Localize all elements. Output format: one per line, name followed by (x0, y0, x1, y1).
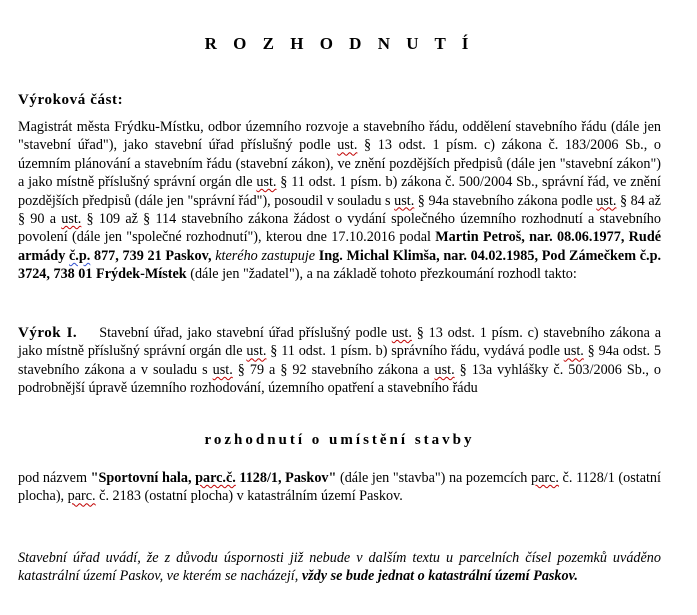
text-run: § 13 odst. 1 písm. c) stavebního zákona a jako místně příslušný správní orgán dle (18, 325, 661, 360)
text-run: § 109 až § 114 stavebního zákona žádost o vydání společného územního rozhodnutí a stavebního povolení (dále jen "společné rozhodnutí"), kterou dne 17.10.2016 podal (18, 211, 661, 246)
document-title: R O Z H O D N U T Í (204, 34, 475, 53)
spellcheck-word: ust. (391, 325, 412, 341)
text-run: Magistrát města Frýdku-Místku, odbor územního rozvoje a stavebního řádu, oddělení stavebního řádu (dále jen "stavební úřad"), jako stavební úřad příslušný podle (18, 119, 661, 154)
text-run: č. 2183 (ostatní plocha) v katastrálním území Paskov. (95, 488, 403, 505)
representative-name: Ing. Michal Klimša, nar. 04.02.1985, Pod Zámečkem č.p. 3724, 738 01 Frýdek-Místek (18, 247, 662, 283)
applicant-name: Martin Petroš, nar. 08.06.1977, Rudé armády (18, 229, 662, 264)
building-name-rest: 1128/1, Paskov" (235, 470, 337, 486)
text-run-italic: kterého zastupuje (211, 247, 319, 264)
spellcheck-word: ust. (212, 361, 233, 378)
spellcheck-word: ust. (394, 192, 415, 209)
section-heading: Výroková část: (18, 92, 124, 108)
building-name: "Sportovní hala, (90, 470, 196, 486)
text-run: č. 1128/1 (ostatní plocha), (18, 470, 661, 505)
text-run: § 79 a § 92 stavebního zákona a (232, 361, 435, 378)
spellcheck-word: ust. (61, 211, 82, 228)
spellcheck-word: ust. (256, 174, 277, 191)
applicant-address: 877, 739 21 Paskov, (90, 247, 212, 264)
text-run: pod názvem (18, 470, 91, 486)
spellcheck-word: parc. (67, 488, 96, 505)
spellcheck-word: ust. (563, 343, 584, 360)
text-run: (dále jen "stavba") na pozemcích (336, 470, 531, 486)
text-run: § 94a stavebního zákona podle (414, 192, 597, 209)
text-run: § 94a odst. 5 stavebního zákona a v souladu s (18, 343, 662, 378)
note-emphasis: vždy se bude jednat o katastrální území Paskov. (301, 568, 578, 585)
spellcheck-word: č.p. (69, 247, 91, 264)
text-run: Stavební úřad uvádí, že z důvodu úspornosti již nebude v dalším textu u parcelních čísel pozemků uváděno katastrální území Paskov, ve kterém se nacházejí, (18, 550, 661, 585)
decision-subtitle: rozhodnutí o umístění stavby (204, 432, 475, 448)
spellcheck-word: ust. (434, 361, 455, 378)
text-run: § 11 odst. 1 písm. b) správního řádu, vydává podle (266, 343, 564, 360)
spellcheck-word: parc. (530, 470, 559, 486)
text-run: § 13a vyhlášky č. 503/2006 Sb., o podrobnější úpravě územního rozhodování, územního opatření a stavebního řádu (18, 361, 662, 397)
vyrok-label: Výrok I. (18, 325, 78, 341)
paragraph-building (18, 469, 661, 506)
text-run: (dále jen "žadatel"), a na základě tohoto přezkoumání rozhodl takto: (186, 266, 577, 283)
spellcheck-word: ust. (337, 137, 358, 154)
text-run: § 11 odst. 1 písm. b) zákona č. 500/2004 Sb., správní řád, ve znění pozdějších předpisů (dále jen "správní řád"), posoudil v souladu s (18, 174, 661, 209)
paragraph-intro (18, 118, 661, 284)
text-run: § 13 odst. 1 písm. c) zákona č. 183/2006 Sb., o územním plánování a stavebním řádu (stavební zákon), ve znění pozdějších předpisů (dále jen "stavební zákon") a jako místně příslušný správní orgán dle (18, 137, 661, 191)
spellcheck-word: ust. (596, 192, 617, 209)
paragraph-vyrok (18, 324, 661, 398)
text-run: § 84 až § 90 a (18, 192, 661, 228)
spellcheck-word: parc.č. (195, 470, 236, 486)
text-run: Stavební úřad, jako stavební úřad příslušný podle (99, 325, 392, 341)
spellcheck-word: ust. (246, 343, 267, 360)
paragraph-note (18, 549, 661, 586)
